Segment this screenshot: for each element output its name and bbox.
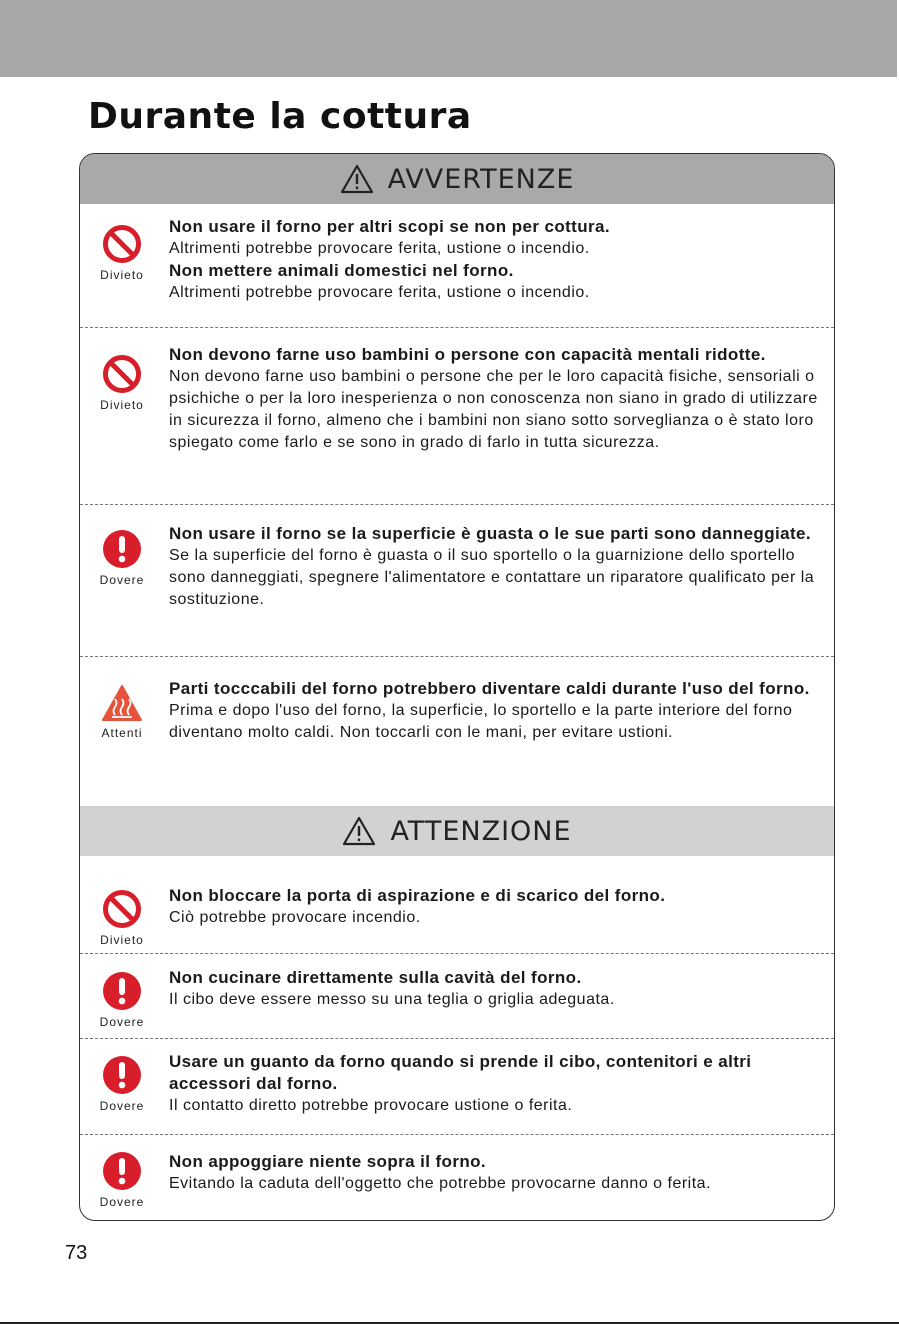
warning-header: [80, 154, 834, 204]
item-text: [169, 523, 824, 611]
item-body: Prima e dopo l'uso del forno, la superficie, lo sportello e la parte interiore del forno diventano molto caldi. Non toccarli con le mani, per evitare ustioni.: [169, 702, 793, 741]
divider: [80, 953, 834, 954]
icon-block: [80, 1055, 164, 1113]
page-title: Durante la cottura: [88, 96, 472, 137]
hot-surface-icon: [101, 684, 143, 722]
item-text: [169, 344, 824, 454]
icon-label: Divieto: [100, 398, 144, 412]
warning-triangle-icon: [340, 164, 374, 194]
item-text: [169, 1151, 824, 1195]
item-text: [169, 678, 824, 744]
item-body: Altrimenti potrebbe provocare ferita, ustione o incendio.: [169, 284, 590, 301]
item-text: [169, 1051, 824, 1117]
prohibition-icon: [102, 354, 142, 394]
item-heading: Parti tocccabili del forno potrebbero diventare caldi durante l'uso del forno.: [169, 679, 810, 698]
header-band: [0, 0, 897, 77]
prohibition-icon: [102, 224, 142, 264]
item-body: Il contatto diretto potrebbe provocare ustione o ferita.: [169, 1097, 573, 1114]
icon-block: [80, 1151, 164, 1209]
icon-label: Dovere: [99, 1015, 145, 1029]
mandatory-exclamation-icon: [102, 971, 142, 1011]
mandatory-exclamation-icon: [102, 1151, 142, 1191]
divider: [80, 327, 834, 328]
item-heading: Non bloccare la porta di aspirazione e di scarico del forno.: [169, 886, 666, 905]
item-heading: Non usare il forno per altri scopi se non per cottura.: [169, 217, 611, 236]
icon-label: Dovere: [99, 1099, 145, 1113]
item-body: Altrimenti potrebbe provocare ferita, ustione o incendio.: [169, 240, 590, 257]
caution-label: ATTENZIONE: [390, 815, 572, 847]
item-heading: Non mettere animali domestici nel forno.: [169, 261, 514, 280]
safety-box: [79, 153, 835, 1221]
item-heading: Non cucinare direttamente sulla cavità del forno.: [169, 968, 582, 987]
icon-label: Divieto: [100, 933, 144, 947]
item-heading: Non usare il forno se la superficie è guasta o le sue parti sono danneggiate.: [169, 524, 812, 543]
warning-triangle-icon: [342, 816, 376, 846]
icon-label: Dovere: [99, 573, 145, 587]
prohibition-icon: [102, 889, 142, 929]
divider: [80, 1038, 834, 1039]
icon-block: [80, 889, 164, 947]
caution-header: [80, 806, 834, 856]
icon-label: Attenti: [101, 726, 143, 740]
page-number: 73: [65, 1242, 88, 1264]
divider: [80, 504, 834, 505]
divider: [80, 656, 834, 657]
mandatory-exclamation-icon: [102, 529, 142, 569]
divider: [80, 1134, 834, 1135]
icon-block: [80, 971, 164, 1029]
icon-label: Divieto: [100, 268, 144, 282]
icon-block: [80, 224, 164, 282]
icon-block: [80, 529, 164, 587]
item-body: Non devono farne uso bambini o persone che per le loro capacità fisiche, sensoriali o psichiche o per la loro inesperienza o non conoscenza non siano in grado di utilizzare in sicurezza il forno, almeno che i bambini non siano sotto sorveglianza o è stato loro spiegato come farlo e se sono in grado di farlo in tutta sicurezza.: [169, 368, 818, 451]
item-heading: Non devono farne uso bambini o persone con capacità mentali ridotte.: [169, 345, 766, 364]
icon-block: [80, 684, 164, 740]
warning-label: AVVERTENZE: [387, 163, 575, 195]
item-heading: Usare un guanto da forno quando si prende il cibo, contenitori e altri accessori dal forno.: [169, 1052, 752, 1093]
item-text: [169, 216, 824, 304]
item-body: Ciò potrebbe provocare incendio.: [169, 909, 421, 926]
item-heading: Non appoggiare niente sopra il forno.: [169, 1152, 487, 1171]
icon-label: Dovere: [99, 1195, 145, 1209]
item-text: [169, 967, 824, 1011]
item-body: Evitando la caduta dell'oggetto che potrebbe provocarne danno o ferita.: [169, 1175, 712, 1192]
mandatory-exclamation-icon: [102, 1055, 142, 1095]
item-text: [169, 885, 824, 929]
icon-block: [80, 354, 164, 412]
item-body: Se la superficie del forno è guasta o il suo sportello o la guarnizione dello sportello sono danneggiati, spegnere l'alimentatore e contattare un riparatore qualificato per la sostituzione.: [169, 547, 815, 608]
item-body: Il cibo deve essere messo su una teglia o griglia adeguata.: [169, 991, 615, 1008]
